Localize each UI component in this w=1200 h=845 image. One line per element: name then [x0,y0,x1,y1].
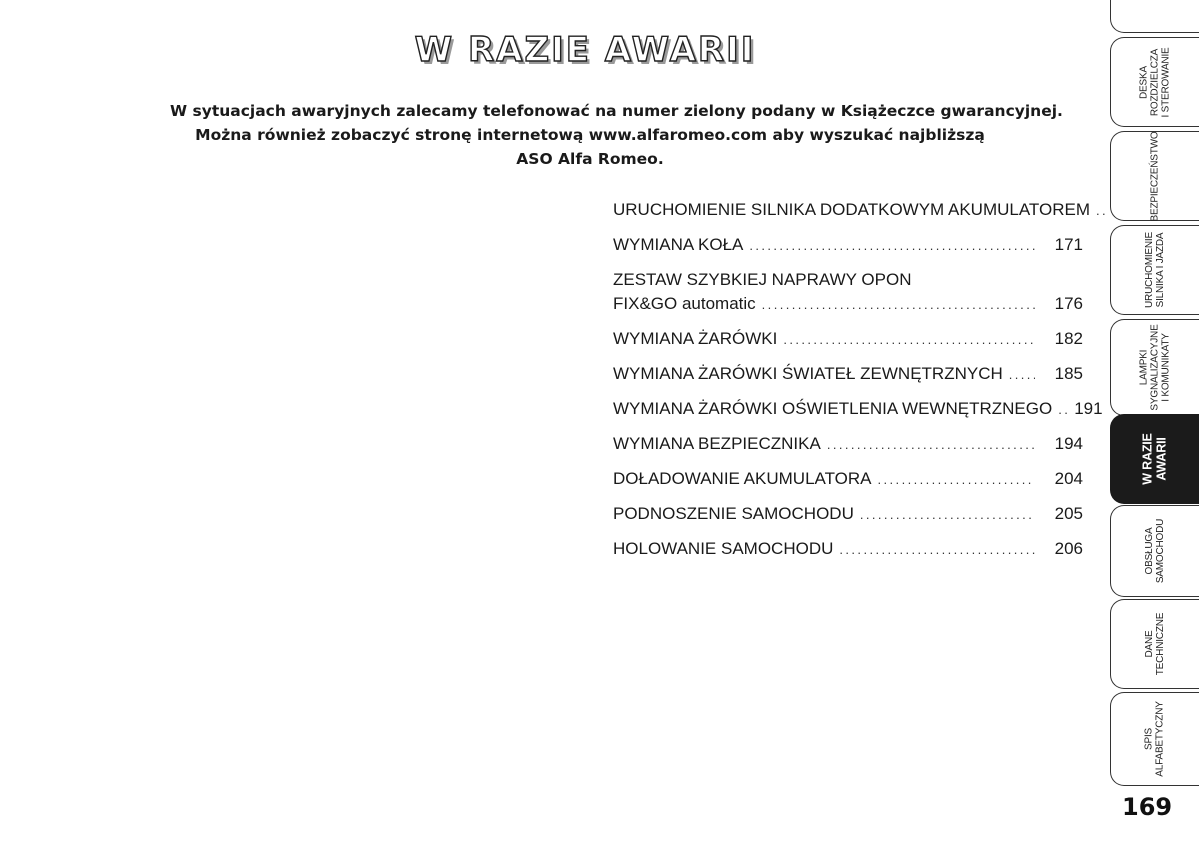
toc-leader [827,433,1035,457]
toc-page-number: 191 [1074,399,1103,418]
toc-item-interior-bulbs[interactable] [613,397,1103,422]
toc-item-battery-charge[interactable] [613,467,1083,492]
toc-item-label: URUCHOMIENIE SILNIKA DODATKOWYM AKUMULATOREM [613,200,1091,219]
toc-item-label: PODNOSZENIE SAMOCHODU [613,504,854,523]
chapter-tab-dashboard[interactable] [1110,37,1199,127]
toc-leader [1096,199,1106,223]
intro-line: ASO Alfa Romeo. [516,150,664,168]
chapter-tab-label: LAMPKI SYGNALIZACYJNE I KOMUNIKATY [1138,324,1172,411]
toc-item-label: WYMIANA BEZPIECZNIKA [613,434,821,453]
chapter-tab-emergency[interactable] [1110,414,1199,504]
toc-page-number: 205 [1054,504,1083,523]
toc-item-jump-start[interactable] [613,198,1091,223]
toc-page-number: 194 [1054,434,1083,453]
toc-item-lifting[interactable] [613,502,1083,527]
toc-item-fuse-change[interactable] [613,432,1083,457]
intro-line: Można również zobaczyć stronę internetową www.alfaromeo.com aby wyszukać najbliższą [195,126,985,144]
chapter-tab-maintenance[interactable] [1110,505,1199,597]
toc-item-label: WYMIANA KOŁA [613,235,744,254]
toc-item-label: DOŁADOWANIE AKUMULATORA [613,469,872,488]
toc-item-label-line2: FIX&GO automatic [613,294,756,313]
toc-leader [783,328,1035,352]
chapter-tab-top [1110,0,1199,33]
chapter-tab-label: SPIS ALFABETYCZNY [1144,701,1166,777]
toc-leader [1009,363,1035,387]
chapter-tab-technical-data[interactable] [1110,599,1199,689]
chapter-tab-label: URUCHOMIENIE SILNIKA I JAZDA [1144,232,1166,308]
toc-item-bulb-change[interactable] [613,327,1083,352]
toc-leader [878,468,1035,492]
page-number: 169 [1122,793,1173,821]
toc-page-number: 171 [1054,235,1083,254]
toc-item-label: ZESTAW SZYBKIEJ NAPRAWY OPON [613,270,912,289]
chapter-tabs [1110,0,1200,845]
toc-item-label: WYMIANA ŻARÓWKI ŚWIATEŁ ZEWNĘTRZNYCH [613,364,1003,383]
chapter-tab-label: W RAZIE AWARII [1141,433,1169,485]
toc-page-number: 185 [1054,364,1083,383]
chapter-tab-label: BEZPIECZEŃSTWO [1149,131,1161,221]
chapter-tab-index[interactable] [1110,692,1199,786]
toc-page-number: 204 [1054,469,1083,488]
toc-item-label: WYMIANA ŻARÓWKI [613,329,778,348]
chapter-tab-safety[interactable] [1110,131,1199,221]
chapter-tab-warning-lights[interactable] [1110,319,1199,416]
toc-item-exterior-bulbs[interactable] [613,362,1083,387]
toc-leader [839,538,1035,562]
toc-page-number: 176 [1054,294,1083,313]
table-of-contents [613,198,1103,572]
toc-item-tyre-repair-kit[interactable] [613,268,1083,317]
intro-line: W sytuacjach awaryjnych zalecamy telefonować na numer zielony podany w Książeczce gwarancyjnej. [170,102,1063,120]
toc-leader [860,503,1035,527]
toc-page-number: 182 [1054,329,1083,348]
toc-item-wheel-change[interactable] [613,233,1083,258]
toc-leader [762,293,1035,317]
toc-leader [749,234,1035,258]
toc-item-label: HOLOWANIE SAMOCHODU [613,539,834,558]
chapter-tab-label: DANE TECHNICZNE [1143,612,1166,676]
intro-text [170,99,1063,171]
toc-page-number: 206 [1054,539,1083,558]
chapter-tab-starting-driving[interactable] [1110,225,1199,315]
chapter-tab-label: DESKA ROZDZIELCZA I STEROWANIE [1138,46,1172,118]
toc-item-label: WYMIANA ŻARÓWKI OŚWIETLENIA WEWNĘTRZNEGO [613,399,1053,418]
chapter-tab-label: OBSŁUGA SAMOCHODU [1143,518,1166,584]
toc-item-towing[interactable] [613,537,1083,562]
page-title: W RAZIE AWARII [414,30,756,70]
toc-leader [1058,398,1068,422]
